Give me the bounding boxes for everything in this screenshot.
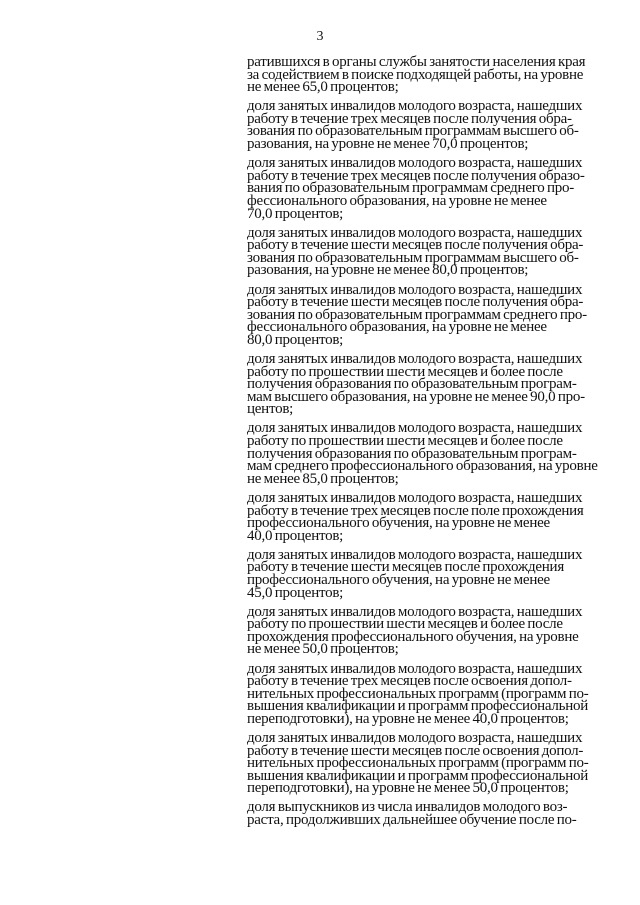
paragraph-1: ратившихся в органы службы занятости населения края за содействием в поиске подходящей работы, на уровне не менее 65,0 процентов; xyxy=(247,54,586,96)
paragraph-5: доля занятых инвалидов молодого возраста, нашедших работу в течение шести месяцев после получения обра- зования по образовательным программам среднего про- фессионального образования, на уровне не менее 80,0 процентов; xyxy=(247,281,587,348)
paragraph-6: доля занятых инвалидов молодого возраста, нашедших работу по прошествии шести месяцев и более после получения образования по образовательным програм- мам высшего образования, на уровне не менее 90,0 про- центов; xyxy=(247,350,585,418)
paragraph-3: доля занятых инвалидов молодого возраста, нашедших работу в течение трех месяцев после получения образо- вания по образовательным программам среднего про- фессионального образования, на уровне не менее 70,0 процентов; xyxy=(247,155,585,222)
page-number: 3 xyxy=(316,29,324,44)
paragraph-2: доля занятых инвалидов молодого возраста, нашедших работу в течение трех месяцев после получения обра- зования по образовательным программам высшего об- разования, на уровне не менее 70,0 процентов; xyxy=(247,98,583,153)
paragraph-12: доля занятых инвалидов молодого возраста, нашедших работу в течение шести месяцев после освоения допол- нительных профессиональных программ (программ по- вышения квалификации и программ профессиональной переподготовки), на уровне не менее 50,0 процентов; xyxy=(247,730,589,797)
paragraph-7: доля занятых инвалидов молодого возраста, нашедших работу по прошествии шести месяцев и более после получения образования по образовательным програм- мам среднего профессионального образования, на уровне не менее 85,0 процентов; xyxy=(247,420,598,487)
paragraph-9: доля занятых инвалидов молодого возраста, нашедших работу в течение шести месяцев после прохождения профессионального обучения, на уровне не менее 45,0 процентов; xyxy=(247,546,583,601)
paragraph-4: доля занятых инвалидов молодого возраста, нашедших работу в течение шести месяцев после получения обра- зования по образовательным программам высшего об- разования, на уровне не менее 80,0 процентов; xyxy=(247,224,584,279)
paragraph-13: доля выпускников из числа инвалидов молодого воз- раста, продолживших дальнейшее обучение после по- xyxy=(247,799,577,829)
document-body xyxy=(247,56,612,833)
paragraph-10: доля занятых инвалидов молодого возраста, нашедших работу по прошествии шести месяцев и более после прохождения профессионального обучения, на уровне не менее 50,0 процентов; xyxy=(247,603,583,658)
paragraph-8: доля занятых инвалидов молодого возраста, нашедших работу в течение трех месяцев после поле прохождения профессионального обучения, на уровне не менее 40,0 процентов; xyxy=(247,489,584,544)
paragraph-11: доля занятых инвалидов молодого возраста, нашедших работу в течение трех месяцев после освоения допол- нительных профессиональных программ (программ по- вышения квалификации и программ профессиональной переподготовки), на уровне не менее 40,0 процентов; xyxy=(247,660,589,727)
